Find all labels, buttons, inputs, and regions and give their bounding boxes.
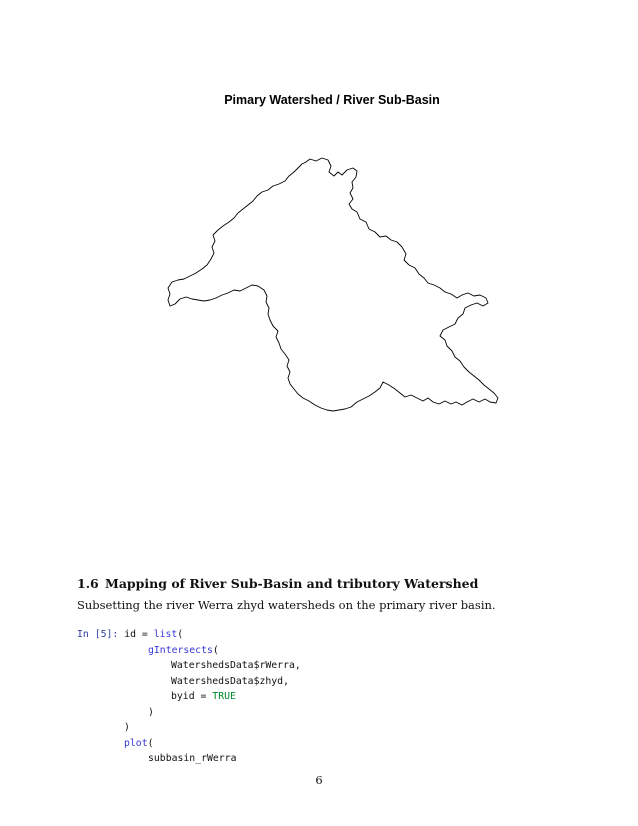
figure-title: Pimary Watershed / River Sub-Basin [224,93,440,107]
code-token: ) [148,706,154,718]
section-heading [77,576,478,591]
code-token: id = [118,629,154,640]
code-token: ( [177,629,184,640]
code-token: subbasin_rWerra [148,753,237,764]
page-number: 6 [315,773,323,787]
code-line [77,736,301,752]
code-token: WatershedsData$rWerra, [171,660,301,671]
code-line [77,689,301,705]
code-token: byid = [171,691,213,702]
code-token: plot [124,737,148,749]
section-title: Mapping of River Sub-Basin and tributory Watershed [105,576,479,591]
code-line [77,658,301,674]
code-token: list [153,629,178,640]
code-line [77,674,301,690]
section-number: 1.6 [77,576,99,591]
code-cell [77,627,301,767]
sub-basin-outline [168,158,498,411]
code-token: ( [212,644,219,656]
cell-prompt: In [5]: [77,629,119,640]
code-token: ( [147,737,154,749]
code-line [77,643,301,659]
code-token: ) [124,722,130,733]
code-token: WatershedsData$zhyd, [171,675,289,687]
code-line [77,627,301,643]
code-token: gIntersects [148,644,213,656]
code-token: TRUE [212,691,236,702]
body-paragraph: Subsetting the river Werra zhyd watersheds on the primary river basin. [77,598,496,612]
code-line [77,720,301,736]
code-line [77,705,301,721]
code-line [77,751,301,767]
